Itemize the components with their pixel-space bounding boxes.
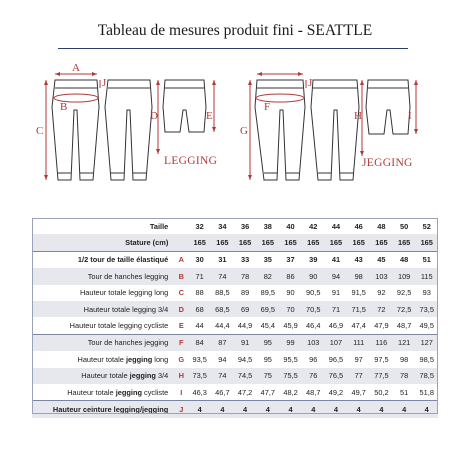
value-cell: 76 — [302, 368, 325, 384]
measure-h-label: H — [354, 110, 362, 122]
value-cell: 92 — [377, 288, 386, 298]
row-label-prefix: Hauteur totale — [67, 387, 116, 397]
measure-i-label: I — [408, 110, 412, 122]
value-cell: 75 — [256, 368, 279, 384]
value-cell: 32 — [195, 221, 204, 231]
value-cell: 70 — [279, 301, 302, 317]
row-label-jegging: jegging — [115, 387, 142, 397]
jegging-word: JEGGING — [362, 157, 413, 169]
value-cell: 127 — [415, 334, 438, 351]
value-cell: 68 — [188, 301, 211, 317]
value-cell: 47,2 — [237, 387, 253, 397]
value-cell: 73,5 — [415, 301, 438, 317]
value-cell: 76,5 — [325, 368, 348, 384]
value-cell: 165 — [370, 234, 393, 251]
value-cell: 51,8 — [419, 387, 434, 397]
measure-c-label: C — [36, 125, 44, 137]
table-row — [32, 334, 438, 351]
value-cell: 69,5 — [256, 301, 279, 317]
value-cell: 49,7 — [351, 387, 366, 397]
row-label: Hauteur ceinture legging/jegging — [32, 401, 174, 418]
row-label: Tour de hanches jegging — [32, 334, 174, 351]
measure-letter: C — [178, 288, 184, 298]
value-cell: 98,5 — [419, 354, 434, 364]
table-row — [32, 401, 438, 418]
value-cell: 71,5 — [347, 301, 370, 317]
table-row — [32, 368, 438, 384]
value-cell: 48,2 — [283, 387, 298, 397]
value-cell: 40 — [286, 221, 295, 231]
value-cell: 4 — [393, 401, 416, 418]
value-cell: 86 — [279, 268, 302, 284]
value-cell: 90,5 — [306, 288, 321, 298]
measure-letter: A — [174, 251, 188, 268]
value-cell: 34 — [218, 221, 227, 231]
value-cell: 97 — [354, 354, 363, 364]
size-header-row — [32, 218, 438, 234]
row-label: Stature (cm) — [32, 234, 174, 251]
value-cell: 103 — [370, 268, 393, 284]
value-cell: 47,4 — [351, 321, 366, 331]
value-cell: 46,9 — [328, 321, 344, 331]
measure-d-label: D — [150, 110, 158, 122]
value-cell: 82 — [256, 268, 279, 284]
value-cell: 94 — [325, 268, 348, 284]
value-cell: 51 — [400, 387, 409, 397]
measure-e-label: E — [206, 110, 213, 122]
value-cell: 44 — [195, 321, 204, 331]
value-cell: 45,4 — [260, 321, 275, 331]
row-label: Hauteur totale legging cycliste — [69, 321, 169, 331]
value-cell: 49,2 — [328, 387, 344, 397]
value-cell: 96,5 — [328, 354, 344, 364]
letter-cell — [174, 218, 188, 234]
value-cell: 165 — [347, 234, 370, 251]
value-cell: 165 — [234, 234, 257, 251]
value-cell: 71 — [325, 301, 348, 317]
value-cell: 68,5 — [211, 301, 234, 317]
value-cell: 4 — [415, 401, 438, 418]
value-cell: 39 — [302, 251, 325, 268]
row-label-jegging: jegging — [125, 354, 153, 364]
value-cell: 4 — [325, 401, 348, 418]
value-cell: 49,5 — [419, 321, 434, 331]
value-cell: 48 — [377, 221, 386, 231]
measure-letter: F — [174, 334, 188, 351]
value-cell: 44,9 — [237, 321, 253, 331]
value-cell: 72 — [370, 301, 393, 317]
row-label — [32, 368, 174, 384]
value-cell: 4 — [370, 401, 393, 418]
row-label-suffix: long — [152, 354, 169, 364]
table-row — [32, 317, 438, 334]
value-cell: 165 — [256, 234, 279, 251]
value-cell: 78,5 — [415, 368, 438, 384]
row-label: Hauteur totale legging 3/4 — [32, 301, 174, 317]
value-cell: 41 — [325, 251, 348, 268]
value-cell: 46,7 — [215, 387, 230, 397]
page-title: Tableau de mesures produit fini - SEATTLE — [97, 22, 373, 39]
measure-letter: H — [174, 368, 188, 384]
measure-letter: D — [174, 301, 188, 317]
measure-letter: J — [174, 401, 188, 418]
row-label: Tour de hanches legging — [32, 268, 174, 284]
measure-letter: I — [180, 387, 183, 397]
value-cell: 30 — [188, 251, 211, 268]
value-cell: 77,5 — [370, 368, 393, 384]
value-cell: 93,5 — [192, 354, 207, 364]
value-cell: 92,5 — [396, 288, 412, 298]
table-row — [32, 301, 438, 317]
value-cell: 69 — [234, 301, 257, 317]
value-cell: 4 — [234, 401, 257, 418]
value-cell: 48,7 — [306, 387, 321, 397]
row-label-jegging: jegging — [129, 371, 156, 381]
value-cell: 43 — [347, 251, 370, 268]
value-cell: 4 — [347, 401, 370, 418]
row-label-suffix: 3/4 — [155, 371, 169, 381]
value-cell: 37 — [279, 251, 302, 268]
value-cell: 74 — [211, 368, 234, 384]
value-cell: 97,5 — [374, 354, 389, 364]
value-cell: 78 — [393, 368, 416, 384]
value-cell: 45,9 — [283, 321, 298, 331]
value-cell: 48,7 — [396, 321, 412, 331]
row-label: 1/2 tour de taille élastiqué — [32, 251, 174, 268]
jegging-cycliste — [366, 80, 410, 134]
row-label — [32, 384, 174, 401]
value-cell: 111 — [347, 334, 370, 351]
value-cell: 70,5 — [302, 301, 325, 317]
value-cell: 99 — [279, 334, 302, 351]
value-cell: 95 — [263, 354, 272, 364]
value-cell: 91,5 — [351, 288, 366, 298]
value-cell: 46,3 — [192, 387, 207, 397]
value-cell: 107 — [325, 334, 348, 351]
value-cell: 4 — [256, 401, 279, 418]
value-cell: 74 — [211, 268, 234, 284]
measure-g-label: G — [240, 125, 248, 137]
measure-letter: B — [174, 268, 188, 284]
table-row — [32, 351, 438, 367]
row-label — [32, 351, 174, 367]
value-cell: 72,5 — [393, 301, 416, 317]
value-cell: 38 — [263, 221, 272, 231]
value-cell: 116 — [370, 334, 393, 351]
value-cell: 95 — [256, 334, 279, 351]
value-cell: 103 — [302, 334, 325, 351]
row-label-prefix: Hauteur totale — [81, 371, 130, 381]
value-cell: 77 — [347, 368, 370, 384]
value-cell: 35 — [256, 251, 279, 268]
value-cell: 95,5 — [283, 354, 298, 364]
table-row — [32, 384, 438, 401]
value-cell: 115 — [415, 268, 438, 284]
value-cell: 47,7 — [260, 387, 275, 397]
value-cell: 165 — [325, 234, 348, 251]
legging-word: LEGGING — [164, 155, 218, 167]
value-cell: 98 — [347, 268, 370, 284]
value-cell: 46,4 — [306, 321, 321, 331]
row-label-suffix: cycliste — [141, 387, 169, 397]
jegging-long-back — [311, 80, 359, 180]
value-cell: 33 — [234, 251, 257, 268]
value-cell: 31 — [211, 251, 234, 268]
measure-j-label-legging: J — [102, 77, 107, 89]
measurement-table-body — [32, 218, 438, 418]
value-cell: 36 — [240, 221, 250, 231]
value-cell: 4 — [211, 401, 234, 418]
value-cell: 91 — [234, 334, 257, 351]
value-cell: 165 — [211, 234, 234, 251]
value-cell: 4 — [279, 401, 302, 418]
value-cell: 4 — [188, 401, 211, 418]
value-cell: 94,5 — [237, 354, 253, 364]
value-cell: 165 — [279, 234, 302, 251]
value-cell: 46 — [354, 221, 363, 231]
measure-letter: E — [178, 321, 184, 331]
value-cell: 91 — [331, 288, 341, 298]
value-cell: 73,5 — [188, 368, 211, 384]
row-label: Hauteur totale legging long — [79, 288, 169, 298]
value-cell: 71 — [188, 268, 211, 284]
measurement-table — [32, 218, 438, 418]
table-row — [32, 268, 438, 284]
value-cell: 74,5 — [234, 368, 257, 384]
value-cell: 165 — [302, 234, 325, 251]
value-cell: 121 — [393, 334, 416, 351]
value-cell: 44,4 — [215, 321, 230, 331]
value-cell: 51 — [415, 251, 438, 268]
value-cell: 90 — [302, 268, 325, 284]
value-cell: 96 — [309, 354, 318, 364]
value-cell: 165 — [393, 234, 416, 251]
table-row — [32, 285, 438, 301]
measure-letter: G — [178, 354, 185, 364]
value-cell: 45 — [370, 251, 393, 268]
value-cell: 47,9 — [374, 321, 389, 331]
value-cell: 94 — [218, 354, 227, 364]
value-cell: 109 — [393, 268, 416, 284]
row-label-prefix: Hauteur totale — [77, 354, 126, 364]
measure-f-label: F — [264, 101, 271, 113]
legging-cycliste — [163, 80, 206, 132]
value-cell: 165 — [415, 234, 438, 251]
value-cell: 93 — [422, 288, 431, 298]
stature-header-row — [32, 234, 438, 251]
value-cell: 89 — [240, 288, 250, 298]
value-cell: 42 — [309, 221, 318, 231]
legging-long-back — [105, 80, 152, 180]
value-cell: 48 — [393, 251, 416, 268]
value-cell: 78 — [234, 268, 257, 284]
value-cell: 87 — [211, 334, 234, 351]
value-cell: 90 — [286, 288, 295, 298]
value-cell: 52 — [422, 221, 431, 231]
title-divider — [58, 48, 408, 49]
value-cell: 50 — [400, 221, 409, 231]
value-cell: 50,2 — [374, 387, 389, 397]
table-row — [32, 251, 438, 268]
measure-j-label-jegging: J — [308, 77, 313, 89]
value-cell: 165 — [188, 234, 211, 251]
value-cell: 89,5 — [260, 288, 275, 298]
value-cell: 44 — [331, 221, 341, 231]
value-cell: 75,5 — [279, 368, 302, 384]
value-cell: 84 — [188, 334, 211, 351]
value-cell: 4 — [302, 401, 325, 418]
measure-b-label: B — [60, 101, 68, 113]
row-label: Taille — [149, 221, 169, 231]
value-cell: 88 — [195, 288, 204, 298]
value-cell: 98 — [400, 354, 409, 364]
pattern-diagram — [0, 52, 470, 212]
letter-cell — [174, 234, 188, 251]
measure-a-label: A — [72, 62, 80, 74]
value-cell: 88,5 — [215, 288, 230, 298]
